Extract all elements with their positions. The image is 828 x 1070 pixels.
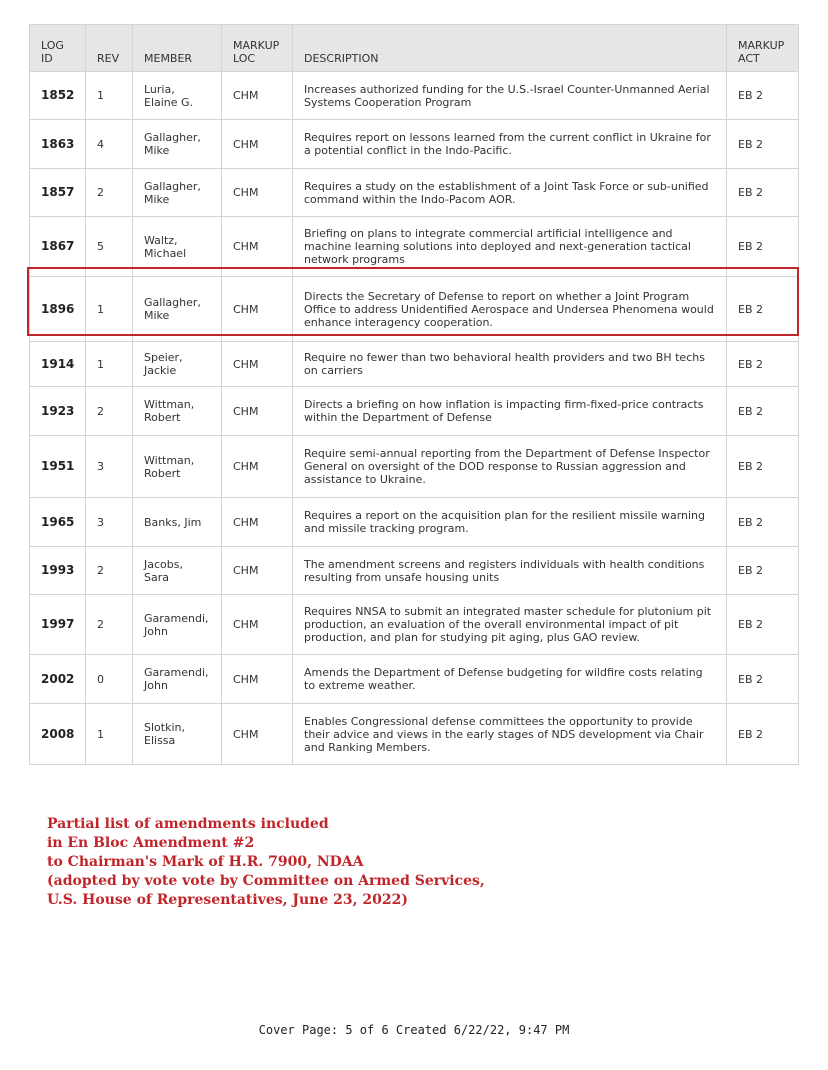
log-id-cell: 2008 xyxy=(30,704,86,765)
rev-cell: 3 xyxy=(86,498,133,547)
markup-act-cell: EB 2 xyxy=(727,120,799,169)
member-cell xyxy=(133,169,222,217)
markup-loc-cell: CHM xyxy=(222,217,293,277)
member-name-line: Banks, Jim xyxy=(144,515,202,529)
col-header-markup-loc xyxy=(222,25,293,72)
member-name-line: Michael xyxy=(144,246,187,260)
col-header-markup-act-line1: MARKUP xyxy=(738,39,785,52)
member-cell xyxy=(133,436,222,498)
rev-cell: 2 xyxy=(86,595,133,655)
col-header-markup-act xyxy=(727,25,799,72)
col-header-markup-act-line2: ACT xyxy=(738,52,760,65)
table-row xyxy=(30,498,799,547)
member-name-line: Robert xyxy=(144,466,181,480)
member-name-line: Elaine G. xyxy=(144,95,194,109)
member-name-line: Waltz, xyxy=(144,233,178,247)
amendments-table xyxy=(29,24,799,765)
markup-loc-cell: CHM xyxy=(222,655,293,704)
table-row xyxy=(30,342,799,387)
rev-cell: 2 xyxy=(86,387,133,436)
rev-cell: 1 xyxy=(86,342,133,387)
markup-act-cell: EB 2 xyxy=(727,436,799,498)
member-cell xyxy=(133,595,222,655)
member-cell xyxy=(133,704,222,765)
member-name-line: Luria, xyxy=(144,82,175,96)
markup-loc-cell: CHM xyxy=(222,72,293,120)
log-id-cell: 1923 xyxy=(30,387,86,436)
markup-act-cell: EB 2 xyxy=(727,655,799,704)
markup-loc-cell: CHM xyxy=(222,436,293,498)
description-cell: Directs the Secretary of Defense to report on whether a Joint Program Office to address Unidentified Aerospace and Undersea Phenomena would enhance interagency cooperation. xyxy=(293,277,727,342)
member-name-line: Sara xyxy=(144,570,169,584)
table-row xyxy=(30,72,799,120)
markup-act-cell: EB 2 xyxy=(727,704,799,765)
col-header-rev: REV xyxy=(86,25,133,72)
col-header-log-id-line2: ID xyxy=(41,52,53,65)
markup-act-cell: EB 2 xyxy=(727,547,799,595)
table-header-row xyxy=(30,25,799,72)
member-name-line: Slotkin, xyxy=(144,721,185,734)
description-cell: Requires NNSA to submit an integrated master schedule for plutonium pit production, an evaluation of the overall environmental impact of pit production, and plan for studying pit aging, plus GAO review. xyxy=(293,595,727,655)
rev-cell: 2 xyxy=(86,547,133,595)
rev-cell: 2 xyxy=(86,169,133,217)
log-id-cell: 1857 xyxy=(30,169,86,217)
member-name-line: Robert xyxy=(144,411,181,424)
col-header-log-id-line1: LOG xyxy=(41,39,64,52)
rev-cell: 3 xyxy=(86,436,133,498)
member-name-line: Gallagher, xyxy=(144,296,201,309)
markup-act-cell: EB 2 xyxy=(727,169,799,217)
log-id-cell: 1863 xyxy=(30,120,86,169)
markup-loc-cell: CHM xyxy=(222,277,293,342)
member-name-line: Wittman, xyxy=(144,453,195,467)
description-cell: Requires report on lessons learned from the current conflict in Ukraine for a potential conflict in the Indo-Pacific. xyxy=(293,120,727,169)
log-id-cell: 1997 xyxy=(30,595,86,655)
rev-cell: 4 xyxy=(86,120,133,169)
markup-act-cell: EB 2 xyxy=(727,387,799,436)
markup-act-cell: EB 2 xyxy=(727,72,799,120)
markup-loc-cell: CHM xyxy=(222,704,293,765)
log-id-cell: 1965 xyxy=(30,498,86,547)
member-name-line: Speier, xyxy=(144,351,183,364)
col-header-description: DESCRIPTION xyxy=(293,25,727,72)
markup-loc-cell: CHM xyxy=(222,342,293,387)
markup-act-cell: EB 2 xyxy=(727,498,799,547)
log-id-cell: 1914 xyxy=(30,342,86,387)
member-name-line: Jackie xyxy=(144,364,177,377)
rev-cell: 1 xyxy=(86,72,133,120)
log-id-cell: 1867 xyxy=(30,217,86,277)
member-name-line: Mike xyxy=(144,192,170,206)
log-id-cell: 1896 xyxy=(30,277,86,342)
member-cell xyxy=(133,655,222,704)
highlight-box xyxy=(27,267,799,336)
table-body xyxy=(30,72,799,765)
page-footer: Cover Page: 5 of 6 Created 6/22/22, 9:47 PM xyxy=(258,1023,570,1037)
description-cell: Requires a report on the acquisition plan for the resilient missile warning and missile tracking program. xyxy=(293,498,727,547)
table-row xyxy=(30,436,799,498)
note-line: Partial list of amendments included xyxy=(47,816,329,832)
member-cell xyxy=(133,498,222,547)
markup-loc-cell: CHM xyxy=(222,387,293,436)
table-row xyxy=(30,704,799,765)
member-cell xyxy=(133,120,222,169)
markup-loc-cell: CHM xyxy=(222,498,293,547)
member-name-line: Garamendi, xyxy=(144,666,209,679)
member-name-line: John xyxy=(144,679,168,692)
note-line: (adopted by vote vote by Committee on Armed Services, xyxy=(47,873,485,889)
member-name-line: Mike xyxy=(144,144,170,157)
member-name-line: John xyxy=(144,624,168,638)
description-cell: Increases authorized funding for the U.S.-Israel Counter-Unmanned Aerial Systems Cooperation Program xyxy=(293,72,727,120)
member-name-line: Jacobs, xyxy=(144,557,183,571)
table-row xyxy=(30,169,799,217)
markup-loc-cell: CHM xyxy=(222,169,293,217)
table-row xyxy=(30,655,799,704)
rev-cell: 5 xyxy=(86,217,133,277)
table-row xyxy=(30,595,799,655)
description-cell: Require semi-annual reporting from the Department of Defense Inspector General on oversight of the DOD response to Russian aggression and assistance to Ukraine. xyxy=(293,436,727,498)
table-row xyxy=(30,547,799,595)
markup-loc-cell: CHM xyxy=(222,595,293,655)
log-id-cell: 1852 xyxy=(30,72,86,120)
description-cell: Requires a study on the establishment of a Joint Task Force or sub-unified command within the Indo-Pacom AOR. xyxy=(293,169,727,217)
description-cell: Briefing on plans to integrate commercial artificial intelligence and machine learning solutions into deployed and next-generation tactical network programs xyxy=(293,217,727,277)
member-name-line: Mike xyxy=(144,309,170,322)
col-header-markup-loc-line1: MARKUP xyxy=(233,39,280,52)
rev-cell: 0 xyxy=(86,655,133,704)
note-line: U.S. House of Representatives, June 23, 2022) xyxy=(47,892,408,908)
markup-loc-cell: CHM xyxy=(222,547,293,595)
markup-act-cell: EB 2 xyxy=(727,342,799,387)
member-name-line: Garamendi, xyxy=(144,611,209,625)
description-cell: Enables Congressional defense committees the opportunity to provide their advice and views in the early stages of NDS development via Chair and Ranking Members. xyxy=(293,704,727,765)
markup-loc-cell: CHM xyxy=(222,120,293,169)
description-cell: Amends the Department of Defense budgeting for wildfire costs relating to extreme weather. xyxy=(293,655,727,704)
rev-cell: 1 xyxy=(86,277,133,342)
markup-act-cell: EB 2 xyxy=(727,277,799,342)
description-cell: The amendment screens and registers individuals with health conditions resulting from unsafe housing units xyxy=(293,547,727,595)
col-header-member: MEMBER xyxy=(133,25,222,72)
en-bloc-note xyxy=(47,815,485,910)
member-cell xyxy=(133,72,222,120)
member-name-line: Wittman, xyxy=(144,398,195,411)
col-header-log-id xyxy=(30,25,86,72)
log-id-cell: 1993 xyxy=(30,547,86,595)
table-row xyxy=(30,120,799,169)
rev-cell: 1 xyxy=(86,704,133,765)
member-name-line: Elissa xyxy=(144,734,176,747)
col-header-markup-loc-line2: LOC xyxy=(233,52,256,65)
description-cell: Directs a briefing on how inflation is impacting firm-fixed-price contracts within the Department of Defense xyxy=(293,387,727,436)
markup-act-cell: EB 2 xyxy=(727,217,799,277)
markup-act-cell: EB 2 xyxy=(727,595,799,655)
member-name-line: Gallagher, xyxy=(144,179,201,193)
log-id-cell: 2002 xyxy=(30,655,86,704)
description-cell: Require no fewer than two behavioral health providers and two BH techs on carriers xyxy=(293,342,727,387)
log-id-cell: 1951 xyxy=(30,436,86,498)
member-cell xyxy=(133,387,222,436)
member-name-line: Gallagher, xyxy=(144,131,201,144)
member-cell xyxy=(133,547,222,595)
table-row xyxy=(30,387,799,436)
note-line: to Chairman's Mark of H.R. 7900, NDAA xyxy=(47,854,364,870)
note-line: in En Bloc Amendment #2 xyxy=(47,835,255,851)
member-cell xyxy=(133,342,222,387)
